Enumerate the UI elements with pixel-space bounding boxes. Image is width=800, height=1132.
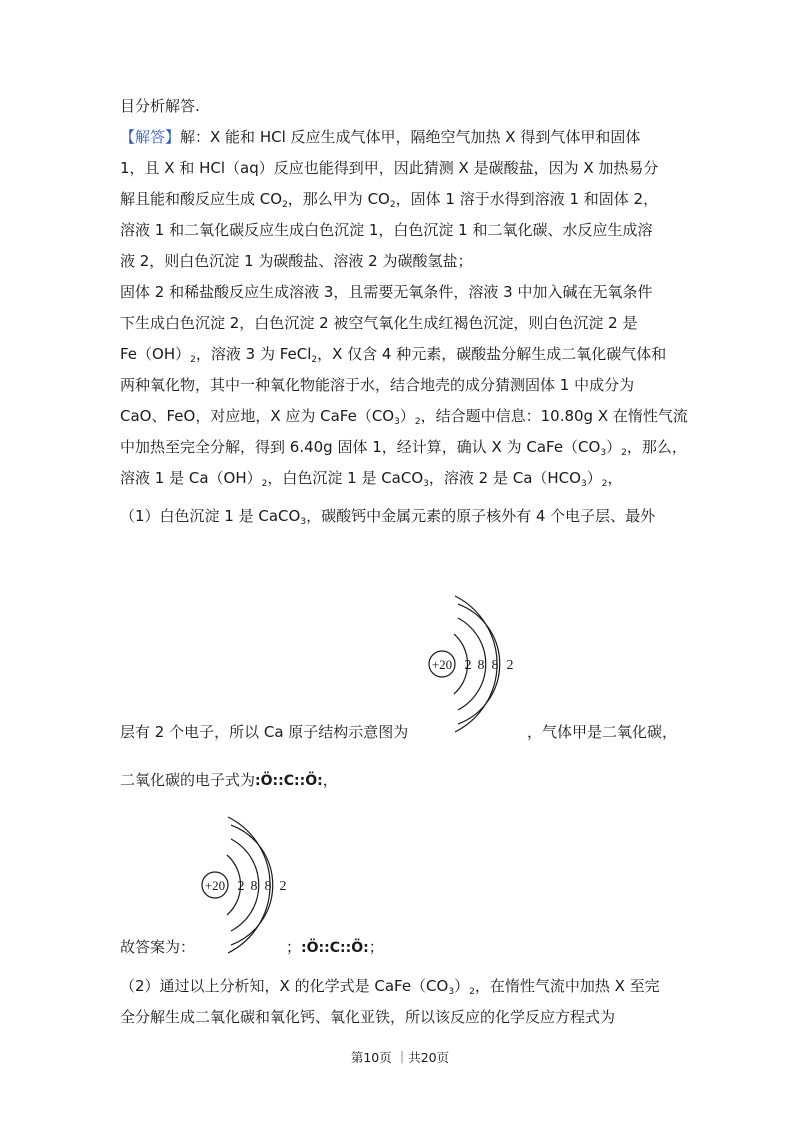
lewis-bond: :: xyxy=(340,940,352,956)
shell-2-electrons: 8 xyxy=(250,879,258,894)
shell-1-electrons: 2 xyxy=(237,879,245,894)
page-footer: 第10页 ｜共20页 xyxy=(350,1050,450,1065)
line-2-text: 解：X 能和 HCl 反应生成气体甲，隔绝空气加热 X 得到气体甲和固体 xyxy=(180,128,641,146)
lewis-dots: : xyxy=(301,940,307,956)
shell-2-electrons: 8 xyxy=(477,658,485,673)
shell-4-electrons: 2 xyxy=(506,658,514,673)
ca-atom-structure-diagram-answer xyxy=(195,814,295,964)
line-12 xyxy=(120,437,687,457)
line-11-part-a: CaO、FeO，对应地，X 应为 CaFe（CO xyxy=(120,407,395,425)
line-19: 全分解生成二氧化碳和氧化钙、氧化亚铁，所以该反应的化学反应方程式为 xyxy=(120,1008,616,1026)
line-2 xyxy=(120,127,640,147)
line-12-part-b: ） xyxy=(606,438,622,456)
line-15-part-b: ，气体甲是二氧化碳， xyxy=(527,723,678,741)
line-4-part-a: 解且能和酸反应生成 CO xyxy=(120,190,283,208)
answer-tag: 【解答】 xyxy=(120,128,181,146)
line-9-part-c: ，X 仅含 4 种元素，碳酸盐分解生成二氧化碳气体和 xyxy=(317,345,667,363)
line-14-part-b: ，碳酸钙中金属元素的原子核外有 4 个电子层、最外 xyxy=(306,507,656,525)
line-16-end: ， xyxy=(322,771,338,789)
subscript: 3 xyxy=(394,417,400,427)
line-13-part-e: ， xyxy=(607,469,623,487)
line-5: 溶液 1 和二氧化碳反应生成白色沉淀 1，白色沉淀 1 和二氧化碳、水反应生成溶 xyxy=(120,221,653,239)
subscript: 2 xyxy=(282,200,288,210)
ca-atom-svg-answer xyxy=(195,814,295,964)
line-14 xyxy=(120,506,655,526)
co2-electron-formula xyxy=(255,773,323,789)
line-4-part-c: ，固体 1 溶于水得到溶液 1 和固体 2， xyxy=(395,190,659,208)
subscript: 3 xyxy=(300,517,307,527)
line-17-text: 故答案为： xyxy=(120,938,196,956)
ca-atom-svg xyxy=(422,593,522,743)
lewis-bond: :: xyxy=(318,940,330,956)
nucleus-charge: +20 xyxy=(204,878,226,893)
line-1: 目分析解答. xyxy=(120,97,200,115)
line-11 xyxy=(120,406,688,426)
lewis-carbon: C xyxy=(329,940,341,956)
lewis-oxygen: Ö xyxy=(306,940,319,956)
line-16-text: 二氧化碳的电子式为 xyxy=(120,771,256,789)
line-9-part-a: Fe（OH） xyxy=(120,345,191,363)
lewis-dots: : xyxy=(255,773,261,789)
line-12-part-c: ，那么， xyxy=(626,438,687,456)
ca-atom-structure-diagram xyxy=(422,593,522,743)
subscript: 2 xyxy=(469,987,475,997)
line-18-part-a: （2）通过以上分析知，X 的化学式是 CaFe（CO xyxy=(120,977,449,995)
lewis-bond: :: xyxy=(272,773,284,789)
line-17 xyxy=(120,937,195,957)
line-11-part-c: ，结合题中信息：10.80g X 在惰性气流 xyxy=(420,407,688,425)
shell-1-electrons: 2 xyxy=(464,658,472,673)
line-17-tail xyxy=(286,937,384,958)
line-15-part-a: 层有 2 个电子，所以 Ca 原子结构示意图为 xyxy=(120,723,409,741)
line-7: 固体 2 和稀盐酸反应生成溶液 3，且需要无氧条件，溶液 3 中加入碱在无氧条件 xyxy=(120,283,653,301)
line-3: 1，且 X 和 HCl（aq）反应也能得到甲，因此猜测 X 是碳酸盐，因为 X 加热易分 xyxy=(120,159,659,177)
line-12-part-a: 中加热至完全分解，得到 6.40g 固体 1，经计算，确认 X 为 CaFe（CO xyxy=(120,438,601,456)
line-15-tail xyxy=(527,722,677,742)
line-16 xyxy=(120,770,338,791)
co2-electron-formula-answer xyxy=(301,940,369,956)
line-11-part-b: ） xyxy=(399,407,415,425)
line-15 xyxy=(120,722,408,742)
subscript: 3 xyxy=(423,479,429,489)
line-13-part-d: ） xyxy=(586,469,602,487)
lewis-oxygen: Ö xyxy=(351,940,364,956)
line-6: 液 2，则白色沉淀 1 为碳酸盐、溶液 2 为碳酸氢盐； xyxy=(120,252,473,270)
lewis-carbon: C xyxy=(283,773,295,789)
line-9 xyxy=(120,344,666,364)
line-8: 下生成白色沉淀 2，白色沉淀 2 被空气氧化生成红褐色沉淀，则白色沉淀 2 是 xyxy=(120,314,638,332)
line-14-part-a: （1）白色沉淀 1 是 CaCO xyxy=(120,507,301,525)
line-17-end: ； xyxy=(368,938,384,956)
lewis-dots: : xyxy=(317,773,323,789)
subscript: 2 xyxy=(190,355,196,365)
lewis-dots: : xyxy=(363,940,369,956)
lewis-oxygen: Ö xyxy=(260,773,273,789)
line-4-part-b: ，那么甲为 CO xyxy=(287,190,390,208)
subscript: 2 xyxy=(414,417,421,427)
subscript: 2 xyxy=(601,479,608,489)
lewis-oxygen: Ö xyxy=(305,773,318,789)
line-18-part-c: ，在惰性气流中加热 X 至完 xyxy=(474,977,660,995)
line-18-part-b: ） xyxy=(454,977,470,995)
subscript: 2 xyxy=(261,479,268,489)
subscript: 2 xyxy=(311,355,318,365)
lewis-bond: :: xyxy=(294,773,306,789)
shell-4-electrons: 2 xyxy=(279,879,287,894)
line-4 xyxy=(120,189,658,209)
subscript: 3 xyxy=(580,479,587,489)
line-13 xyxy=(120,468,622,488)
line-18 xyxy=(120,976,660,996)
line-10: 两种氧化物，其中一种氧化物能溶于水，结合地壳的成分猜测固体 1 中成分为 xyxy=(120,376,635,394)
line-13-part-b: ，白色沉淀 1 是 CaCO xyxy=(267,469,424,487)
subscript: 3 xyxy=(600,448,607,458)
subscript: 2 xyxy=(621,448,627,458)
shell-3-electrons: 8 xyxy=(491,658,499,673)
line-9-part-b: ，溶液 3 为 FeCl xyxy=(195,345,312,363)
subscript: 3 xyxy=(448,987,455,997)
shell-3-electrons: 8 xyxy=(264,879,272,894)
subscript: 2 xyxy=(389,200,396,210)
nucleus-charge: +20 xyxy=(431,657,453,672)
line-13-part-c: ，溶液 2 是 Ca（HCO xyxy=(428,469,581,487)
line-13-part-a: 溶液 1 是 Ca（OH） xyxy=(120,469,262,487)
line-17-separator: ； xyxy=(286,938,302,956)
